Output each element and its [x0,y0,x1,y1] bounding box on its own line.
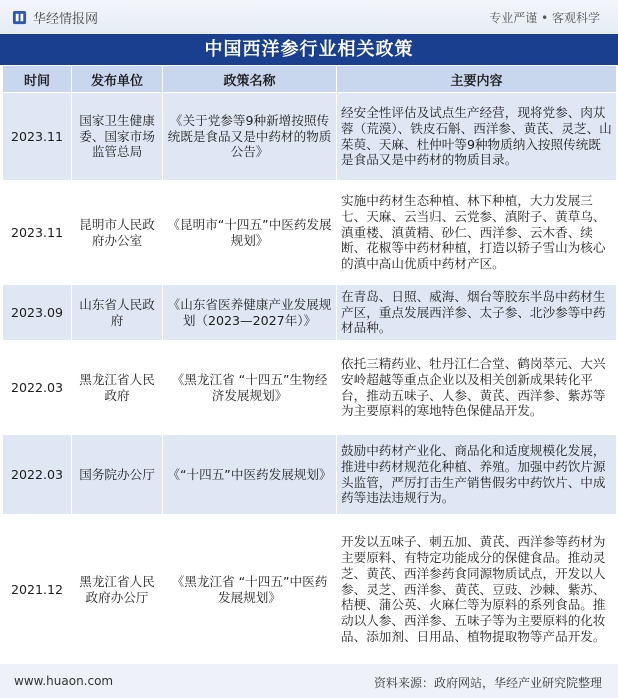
slogan: 专业严谨 • 客观科学 [489,11,600,25]
cell-content: 鼓励中药材产业化、商品化和适度规模化发展，推进中药材规范化种植、养殖。加强中药饮片源头监管，严厉打击生产销售假劣中药饮片、中成药等违法违规行为。 [337,435,617,515]
column-header-publisher: 发布单位 [72,66,163,93]
cell-content: 开发以五味子、刺五加、黄芪、西洋参等药材为主要原料、有特定功能成分的保健食品。推动灵芝、黄芪、西洋参药食同源物质试点，开发以人参、灵芝、西洋参、黄芪、豆豉、沙棘、紫苏、桔梗、蒲公英、火麻仁等为原料的系列食品。推动以人参、西洋参、五味子等为主要原料的化妆品、添加剂、日用品、植物提取物等产品开发。 [337,515,617,665]
cell-policy-name: 《山东省医养健康产业发展规划（2023—2027年）》 [163,285,337,341]
cell-policy-name: 《黑龙江省 “十四五”生物经济发展规划》 [163,341,337,435]
brand [12,8,98,27]
footer-url[interactable]: www.huaon.com [14,674,114,688]
cell-publisher: 国家卫生健康委、国家市场监管总局 [72,93,163,181]
table-row [3,181,617,285]
cell-publisher: 山东省人民政府 [72,285,163,341]
cell-publisher: 黑龙江省人民政府办公厅 [72,515,163,665]
cell-content: 在青岛、日照、威海、烟台等胶东半岛中药材生产区，重点发展西洋参、太子参、北沙参等中药材品种。 [337,285,617,341]
cell-time: 2023.09 [3,285,72,341]
cell-publisher: 国务院办公厅 [72,435,163,515]
cell-time: 2022.03 [3,435,72,515]
cell-time: 2021.12 [3,515,72,665]
cell-content: 经安全性评估及试点生产经营，现将党参、肉苁蓉（荒漠）、铁皮石斛、西洋参、黄芪、灵芝、山茱萸、天麻、杜仲叶等9种物质纳入按照传统既是食品又是中药材的物质目录。 [337,93,617,181]
cell-policy-name: 《关于党参等9种新增按照传统既是食品又是中药材的物质公告》 [163,93,337,181]
table-row [3,341,617,435]
cell-time: 2022.03 [3,341,72,435]
cell-time: 2023.11 [3,93,72,181]
column-header-policy-name: 政策名称 [163,66,337,93]
policy-table [2,65,617,665]
cell-content: 依托三精药业、牡丹江仁合堂、鹤岗萃元、大兴安岭超越等重点企业以及相关创新成果转化平台，推动五味子、人参、黄芪、西洋参、紫苏等为主要原料的寒地特色保健品开发。 [337,341,617,435]
cell-policy-name: 《“十四五”中医药发展规划》 [163,435,337,515]
footer [0,664,618,698]
table-row [3,285,617,341]
table-row [3,435,617,515]
cell-time: 2023.11 [3,181,72,285]
cell-policy-name: 《黑龙江省 “十四五”中医药发展规划》 [163,515,337,665]
column-header-time: 时间 [3,66,72,93]
table-title: 中国西洋参行业相关政策 [0,34,618,65]
cell-content: 实施中药材生态种植、林下种植，大力发展三七、天麻、云当归、云党参、滇附子、黄草乌、滇重楼、滇黄精、砂仁、西洋参、云木香、续断、花椒等中药材种植，打造以轿子雪山为核心的滇中高山优质中药材产区。 [337,181,617,285]
top-bar [0,0,618,34]
cell-policy-name: 《昆明市“十四五”中医药发展规划》 [163,181,337,285]
column-header-content: 主要内容 [337,66,617,93]
footer-source: 资料来源：政府网站，华经产业研究院整理 [373,676,602,690]
table-row [3,515,617,665]
huajing-logo-icon [12,10,27,25]
table-row [3,93,617,181]
table-header-row [3,66,617,93]
cell-publisher: 昆明市人民政府办公室 [72,181,163,285]
brand-name: 华经情报网 [33,12,99,27]
cell-publisher: 黑龙江省人民政府 [72,341,163,435]
